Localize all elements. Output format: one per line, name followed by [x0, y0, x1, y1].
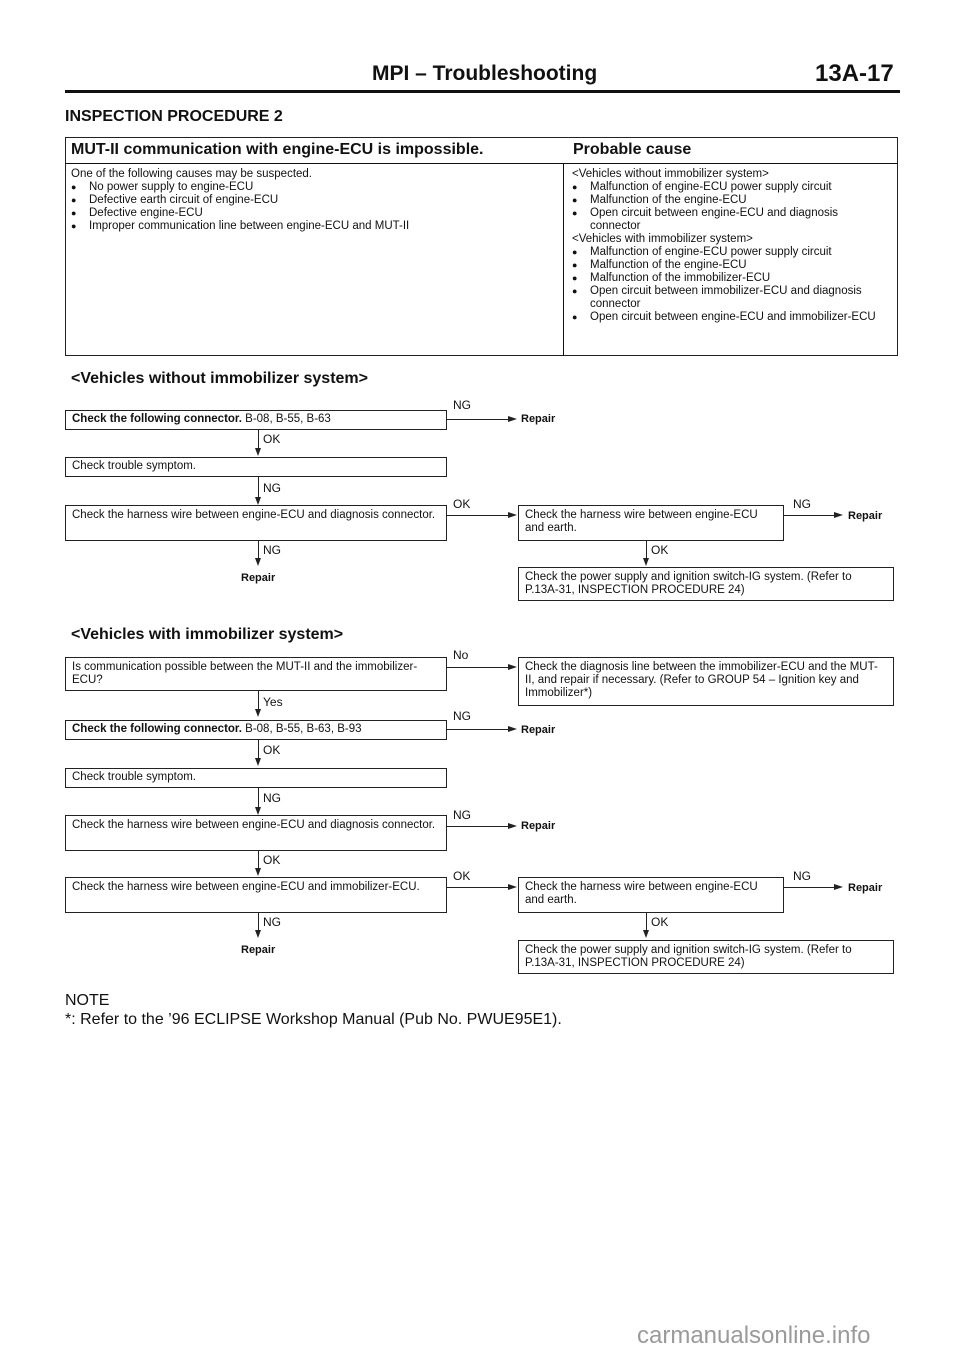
arrow-down-icon	[255, 497, 261, 505]
flow1-repair-3: Repair	[848, 510, 883, 522]
flow1-check-power-supply: Check the power supply and ignition switch-IG system. (Refer to P.13A-31, INSPECTION PROCEDURE 24)	[518, 567, 894, 601]
flow2-box2-bold: Check the following connector.	[72, 723, 242, 735]
page-number: 13A-17	[815, 60, 894, 87]
arrow-down-icon	[643, 558, 649, 566]
flow2-down-line1	[258, 691, 259, 711]
flow1-ng-line1	[447, 419, 510, 420]
flow2-check-power-supply: Check the power supply and ignition switch-IG system. (Refer to P.13A-31, INSPECTION PROCEDURE 24)	[518, 940, 894, 974]
suspected-cause-item: ● Defective engine-ECU	[71, 207, 551, 220]
watermark-text: carmanualsonline.info	[637, 1322, 871, 1349]
flow1-ok-line	[447, 515, 512, 516]
flow1-repair-2: Repair	[241, 572, 276, 584]
flow2-yes-label: Yes	[263, 695, 283, 709]
probable-cause-item: ● Open circuit between engine-ECU and diagnosis connector	[572, 207, 890, 233]
flow2-no-label: No	[453, 648, 469, 662]
flow2-down-line2	[258, 740, 259, 760]
flow2-communication-question: Is communication possible between the MUT-II and the immobilizer-ECU?	[65, 657, 447, 691]
suspected-cause-item: ● Defective earth circuit of engine-ECU	[71, 194, 551, 207]
flow1-ok-label: OK	[651, 543, 669, 557]
flow2-ng-line3	[784, 887, 836, 888]
flow2-ok-label: OK	[651, 915, 669, 929]
arrow-down-icon	[255, 558, 261, 566]
suspected-causes	[71, 168, 551, 233]
flow2-ok-line	[447, 887, 512, 888]
arrow-right-icon	[834, 884, 843, 890]
arrow-down-icon	[255, 758, 261, 766]
flow2-check-connector	[65, 720, 447, 740]
probable-cause-item: ● Malfunction of the immobilizer-ECU	[572, 272, 890, 285]
flow1-box1-rest: B-08, B-55, B-63	[241, 413, 331, 425]
arrow-right-icon	[834, 512, 843, 518]
flow2-ng-label: NG	[453, 808, 471, 822]
note-text: *: Refer to the ’96 ECLIPSE Workshop Manual (Pub No. PWUE95E1).	[65, 1011, 562, 1028]
flow1-ok-label: OK	[453, 497, 471, 511]
flow2-check-diagnosis-line: Check the diagnosis line between the immobilizer-ECU and the MUT-II, and repair if necessary. (Refer to GROUP 54 – Ignition key and Immobilizer*)	[518, 657, 894, 706]
arrow-right-icon	[508, 884, 517, 890]
header-rule	[65, 90, 900, 93]
table-left-header: MUT-II communication with engine-ECU is impossible.	[71, 141, 484, 158]
suspected-causes-intro: One of the following causes may be suspected.	[71, 168, 313, 180]
flow1-ok-label: OK	[263, 432, 281, 446]
flow1-check-harness-earth: Check the harness wire between engine-ECU and earth.	[518, 505, 784, 541]
flow1-ng-label: NG	[263, 481, 281, 495]
flow2-box2-rest: B-08, B-55, B-63, B-93	[241, 723, 362, 735]
flow2-title: <Vehicles with immobilizer system>	[71, 626, 344, 643]
probable-group2-title: <Vehicles with immobilizer system>	[572, 233, 753, 245]
header-section-title: MPI – Troubleshooting	[372, 62, 598, 85]
flow1-check-connector	[65, 410, 447, 430]
flow2-ng-label: NG	[263, 915, 281, 929]
arrow-down-icon	[255, 448, 261, 456]
arrow-down-icon	[255, 709, 261, 717]
arrow-right-icon	[508, 726, 517, 732]
probable-cause-item: ● Open circuit between engine-ECU and immobilizer-ECU	[572, 311, 890, 324]
flow1-down-line1	[258, 430, 259, 450]
flow2-ng-label: NG	[263, 791, 281, 805]
probable-cause-item: ● Malfunction of engine-ECU power supply circuit	[572, 246, 890, 259]
arrow-down-icon	[255, 930, 261, 938]
flow1-title: <Vehicles without immobilizer system>	[71, 370, 368, 387]
table-right-header: Probable cause	[573, 141, 692, 158]
procedure-title: INSPECTION PROCEDURE 2	[65, 108, 283, 125]
arrow-down-icon	[643, 930, 649, 938]
flow2-repair-4: Repair	[848, 882, 883, 894]
flow2-check-harness-immobilizer: Check the harness wire between engine-ECU and immobilizer-ECU.	[65, 877, 447, 913]
table-column-divider	[563, 163, 564, 356]
suspected-cause-item: ● Improper communication line between engine-ECU and MUT-II	[71, 220, 551, 233]
flow2-no-line	[447, 667, 512, 668]
arrow-down-icon	[255, 868, 261, 876]
flow2-repair-1: Repair	[521, 724, 556, 736]
flow2-ng-line1	[447, 729, 510, 730]
probable-cause-item: ● Malfunction of engine-ECU power supply circuit	[572, 181, 890, 194]
suspected-cause-item: ● No power supply to engine-ECU	[71, 181, 551, 194]
probable-cause-item: ● Malfunction of the engine-ECU	[572, 259, 890, 272]
arrow-right-icon	[508, 416, 517, 422]
flow1-repair-1: Repair	[521, 413, 556, 425]
probable-cause-item: ● Malfunction of the engine-ECU	[572, 194, 890, 207]
note-title: NOTE	[65, 992, 110, 1009]
flow1-ng-label: NG	[453, 398, 471, 412]
flow2-ng-label: NG	[453, 709, 471, 723]
probable-cause-item: ● Open circuit between immobilizer-ECU and diagnosis connector	[572, 285, 890, 311]
arrow-right-icon	[508, 512, 517, 518]
flow2-check-harness-earth: Check the harness wire between engine-ECU and earth.	[518, 877, 784, 913]
flow2-check-symptom: Check trouble symptom.	[65, 768, 447, 788]
flow2-repair-2: Repair	[521, 820, 556, 832]
flow1-ng-label: NG	[793, 497, 811, 511]
flow2-ok-label: OK	[263, 853, 281, 867]
flow2-check-harness-diag: Check the harness wire between engine-ECU and diagnosis connector.	[65, 815, 447, 851]
flow1-check-symptom: Check trouble symptom.	[65, 457, 447, 477]
flow2-repair-3: Repair	[241, 944, 276, 956]
arrow-down-icon	[255, 807, 261, 815]
flow1-ng-line2	[784, 515, 836, 516]
flow2-ok-label: OK	[263, 743, 281, 757]
table-header-rule	[65, 163, 898, 164]
flow2-ok-label: OK	[453, 869, 471, 883]
probable-group1-title: <Vehicles without immobilizer system>	[572, 168, 769, 180]
flow1-ng-label: NG	[263, 543, 281, 557]
arrow-right-icon	[508, 823, 517, 829]
flow2-ng-line2	[447, 826, 510, 827]
flow1-check-harness-diag: Check the harness wire between engine-ECU and diagnosis connector.	[65, 505, 447, 541]
probable-causes	[572, 168, 890, 324]
flow2-ng-label: NG	[793, 869, 811, 883]
flow1-box1-bold: Check the following connector.	[72, 413, 242, 425]
arrow-right-icon	[508, 664, 517, 670]
